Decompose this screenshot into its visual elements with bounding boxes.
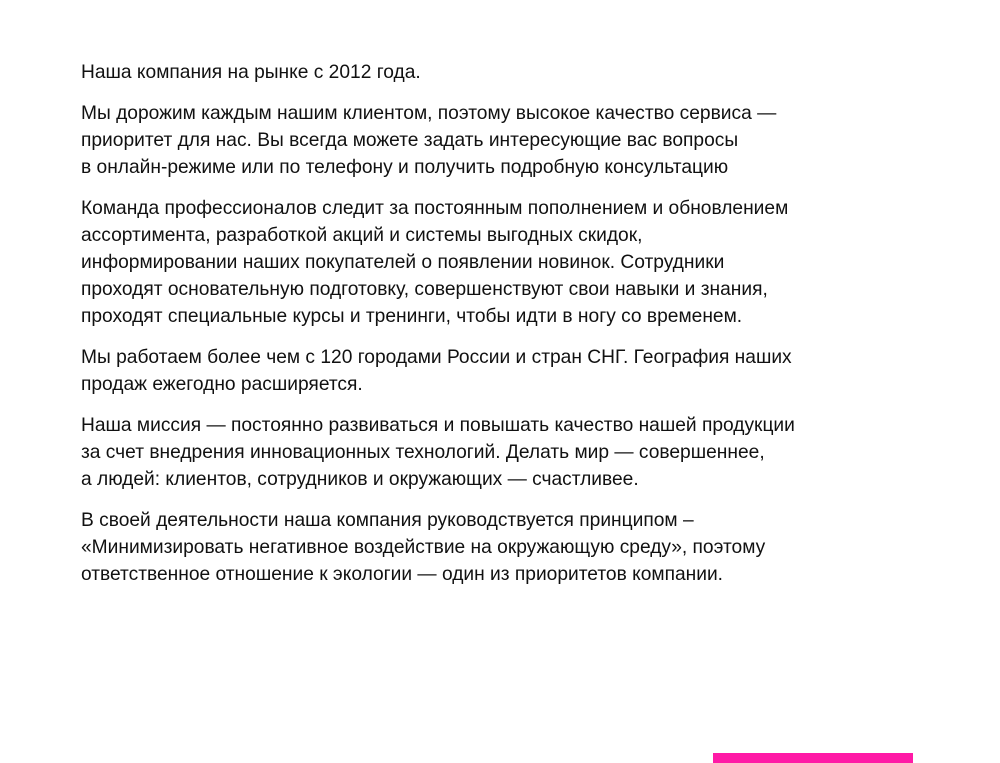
text-line: продаж ежегодно расширяется. <box>81 374 363 395</box>
text-line: Команда профессионалов следит за постоянным пополнением и обновлением <box>81 198 789 219</box>
about-paragraph-team <box>81 195 941 330</box>
accent-bar <box>713 753 913 763</box>
about-paragraph-service <box>81 100 941 181</box>
text-line: а людей: клиентов, сотрудников и окружающих — счастливее. <box>81 469 639 490</box>
about-paragraph-founded <box>81 59 941 86</box>
text-line: в онлайн-режиме или по телефону и получить подробную консультацию <box>81 157 729 178</box>
text-line: за счет внедрения инновационных технологий. Делать мир — совершеннее, <box>81 442 765 463</box>
text-line: проходят основательную подготовку, совершенствуют свои навыки и знания, <box>81 279 768 300</box>
text-line: информировании наших покупателей о появлении новинок. Сотрудники <box>81 252 725 273</box>
text-line: ассортимента, разработкой акций и системы выгодных скидок, <box>81 225 643 246</box>
text-line: Мы работаем более чем с 120 городами России и стран СНГ. География наших <box>81 347 792 368</box>
about-paragraph-geography <box>81 344 941 398</box>
text-line: Мы дорожим каждым нашим клиентом, поэтому высокое качество сервиса — <box>81 103 777 124</box>
text-line: приоритет для нас. Вы всегда можете задать интересующие вас вопросы <box>81 130 739 151</box>
text-line: ответственное отношение к экологии — один из приоритетов компании. <box>81 564 723 585</box>
text-line: Наша компания на рынке с 2012 года. <box>81 62 421 83</box>
about-text <box>81 59 941 602</box>
text-line: Наша миссия — постоянно развиваться и повышать качество нашей продукции <box>81 415 795 436</box>
text-line: проходят специальные курсы и тренинги, чтобы идти в ногу со временем. <box>81 306 743 327</box>
text-line: «Минимизировать негативное воздействие на окружающую среду», поэтому <box>81 537 766 558</box>
text-line: В своей деятельности наша компания руководствуется принципом – <box>81 510 694 531</box>
about-paragraph-mission <box>81 412 941 493</box>
about-paragraph-ecology <box>81 507 941 588</box>
